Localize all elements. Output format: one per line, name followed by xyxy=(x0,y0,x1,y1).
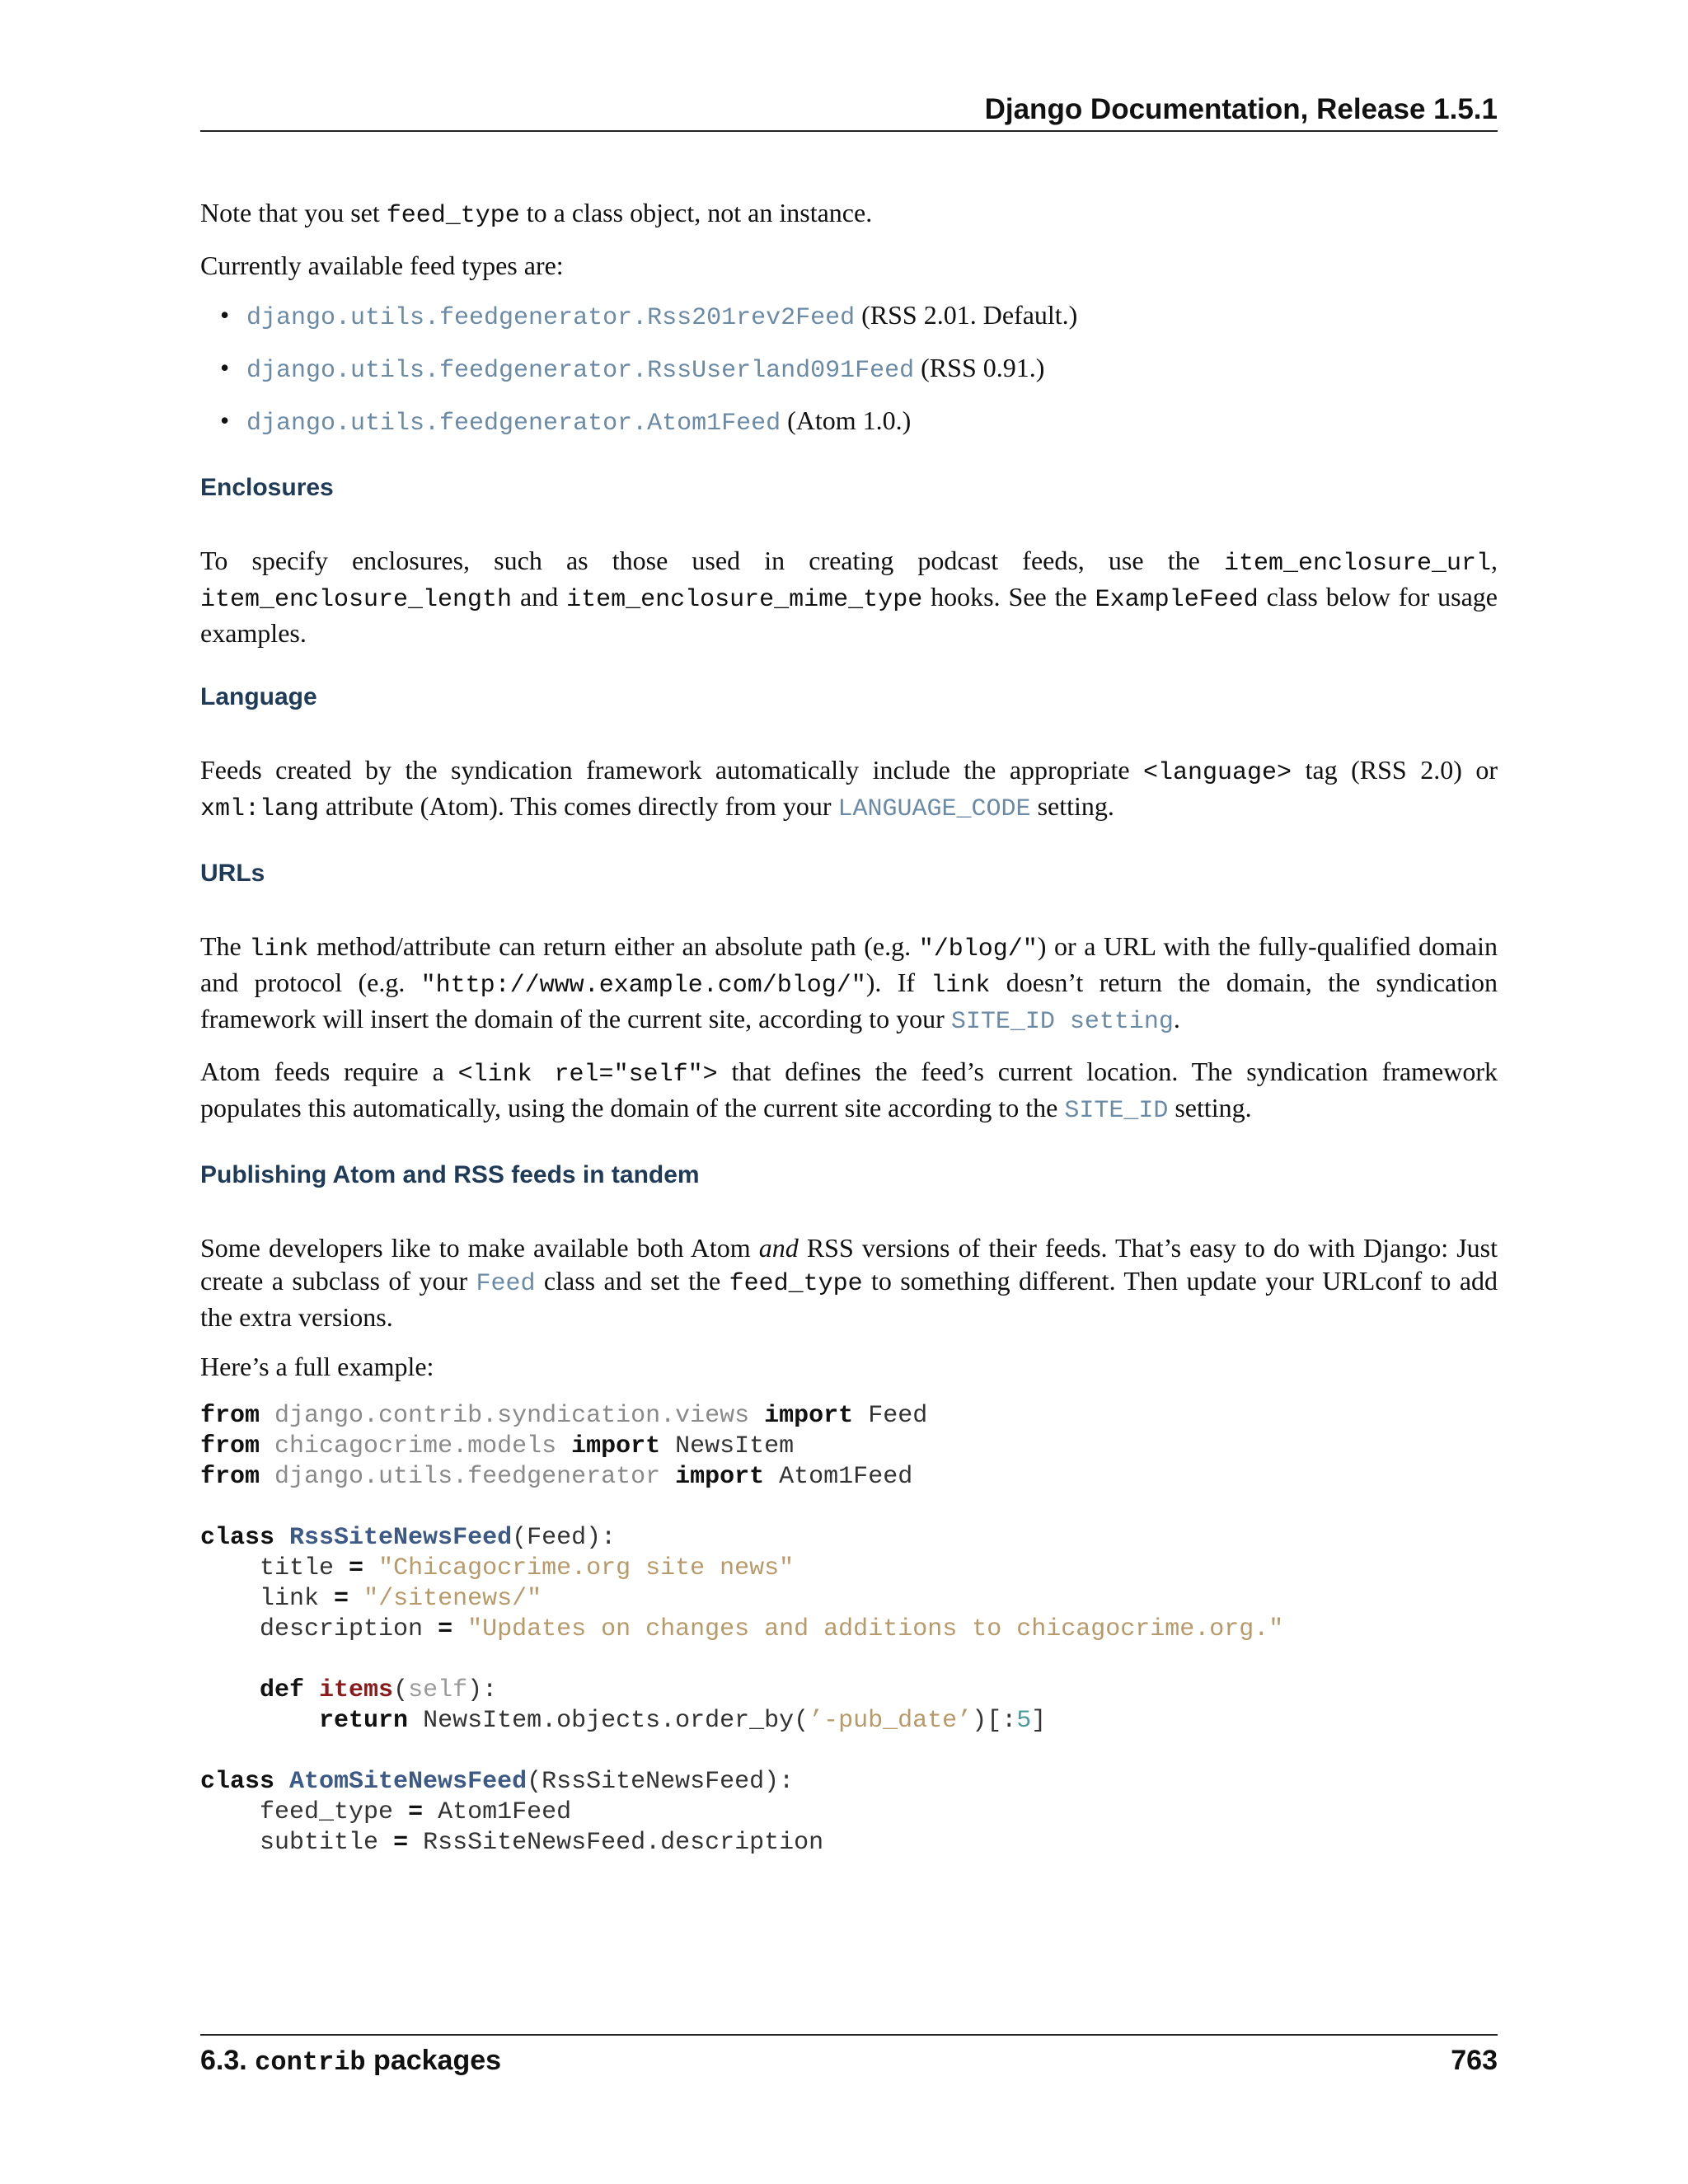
header-title: Django Documentation, Release 1.5.1 xyxy=(984,93,1498,125)
site-id-setting-link[interactable]: SITE_ID setting xyxy=(950,1008,1174,1036)
running-footer xyxy=(200,2034,1498,2078)
feed-type-link[interactable]: django.utils.feedgenerator.Rss201rev2Feed xyxy=(246,304,856,332)
document-page xyxy=(200,0,1498,2184)
urls-paragraph-2: Atom feeds require a <link rel="self"> that defines the feed’s current location. The syndication framework populates this automatically, using the domain of the current site according to the SITE_ID setting. xyxy=(200,1057,1498,1125)
heading-tandem: Publishing Atom and RSS feeds in tandem xyxy=(200,1161,700,1188)
page-number: 763 xyxy=(1451,2045,1498,2076)
intro-paragraph: Note that you set feed_type to a class object, not an instance. xyxy=(200,198,873,230)
heading-language: Language xyxy=(200,683,317,710)
footer-section: 6.3. contrib packages xyxy=(200,2045,502,2078)
feed-class-link[interactable]: Feed xyxy=(476,1270,536,1298)
page-body xyxy=(200,196,1498,1858)
list-item: • django.utils.feedgenerator.Rss201rev2Feed (RSS 2.01. Default.) xyxy=(246,298,1498,335)
tandem-paragraph: Some developers like to make available both Atom and RSS versions of their feeds. That’s easy to do with Django: Just create a subclass of your Feed class and set the feed_type to something different. Then update your URLconf to add the extra versions. xyxy=(200,1233,1498,1332)
site-id-link[interactable]: SITE_ID xyxy=(1064,1097,1169,1125)
feed-types-list xyxy=(200,298,1498,440)
language-code-link[interactable]: LANGUAGE_CODE xyxy=(837,795,1031,823)
heading-enclosures: Enclosures xyxy=(200,474,334,501)
list-item: • django.utils.feedgenerator.RssUserland091Feed (RSS 0.91.) xyxy=(246,351,1498,387)
inline-code: feed_type xyxy=(386,202,520,230)
language-paragraph: Feeds created by the syndication framework automatically include the appropriate <language> tag (RSS 2.0) or xml:lang attribute (Atom). This comes directly from your LANGUAGE_CODE setting. xyxy=(200,755,1498,823)
feed-type-link[interactable]: django.utils.feedgenerator.Atom1Feed xyxy=(246,410,781,438)
example-intro: Here’s a full example: xyxy=(200,1352,434,1381)
code-block: from django.contrib.syndication.views import Feed from chicagocrime.models import NewsItem from django.utils.feedgenerator import Atom1Feed class RssSiteNewsFeed(Feed): title = "Chicagocrime.org site news" link = "/sitenews/" description = "Updates on changes and additions to chicagocrime.org." def items(self): return NewsItem.objects.order_by(’-pub_date’)[:5] class AtomSiteNewsFeed(RssSiteNewsFeed): feed_type = Atom1Feed subtitle = RssSiteNewsFeed.description xyxy=(200,1402,1284,1857)
feed-types-intro: Currently available feed types are: xyxy=(200,251,564,280)
urls-paragraph-1: The link method/attribute can return either an absolute path (e.g. "/blog/") or a URL with the fully-qualified domain and protocol (e.g. "http://www.example.com/blog/"). If link doesn’t return the domain, the syndication framework will insert the domain of the current site, according to your SITE_ID setting. xyxy=(200,931,1498,1036)
running-header xyxy=(200,92,1498,132)
enclosures-paragraph: To specify enclosures, such as those used in creating podcast feeds, use the item_enclosure_url, item_enclosure_length and item_enclosure_mime_type hooks. See the ExampleFeed class below for usage examples. xyxy=(200,546,1498,648)
feed-type-link[interactable]: django.utils.feedgenerator.RssUserland091Feed xyxy=(246,357,915,385)
heading-urls: URLs xyxy=(200,860,265,887)
list-item: • django.utils.feedgenerator.Atom1Feed (Atom 1.0.) xyxy=(246,404,1498,440)
